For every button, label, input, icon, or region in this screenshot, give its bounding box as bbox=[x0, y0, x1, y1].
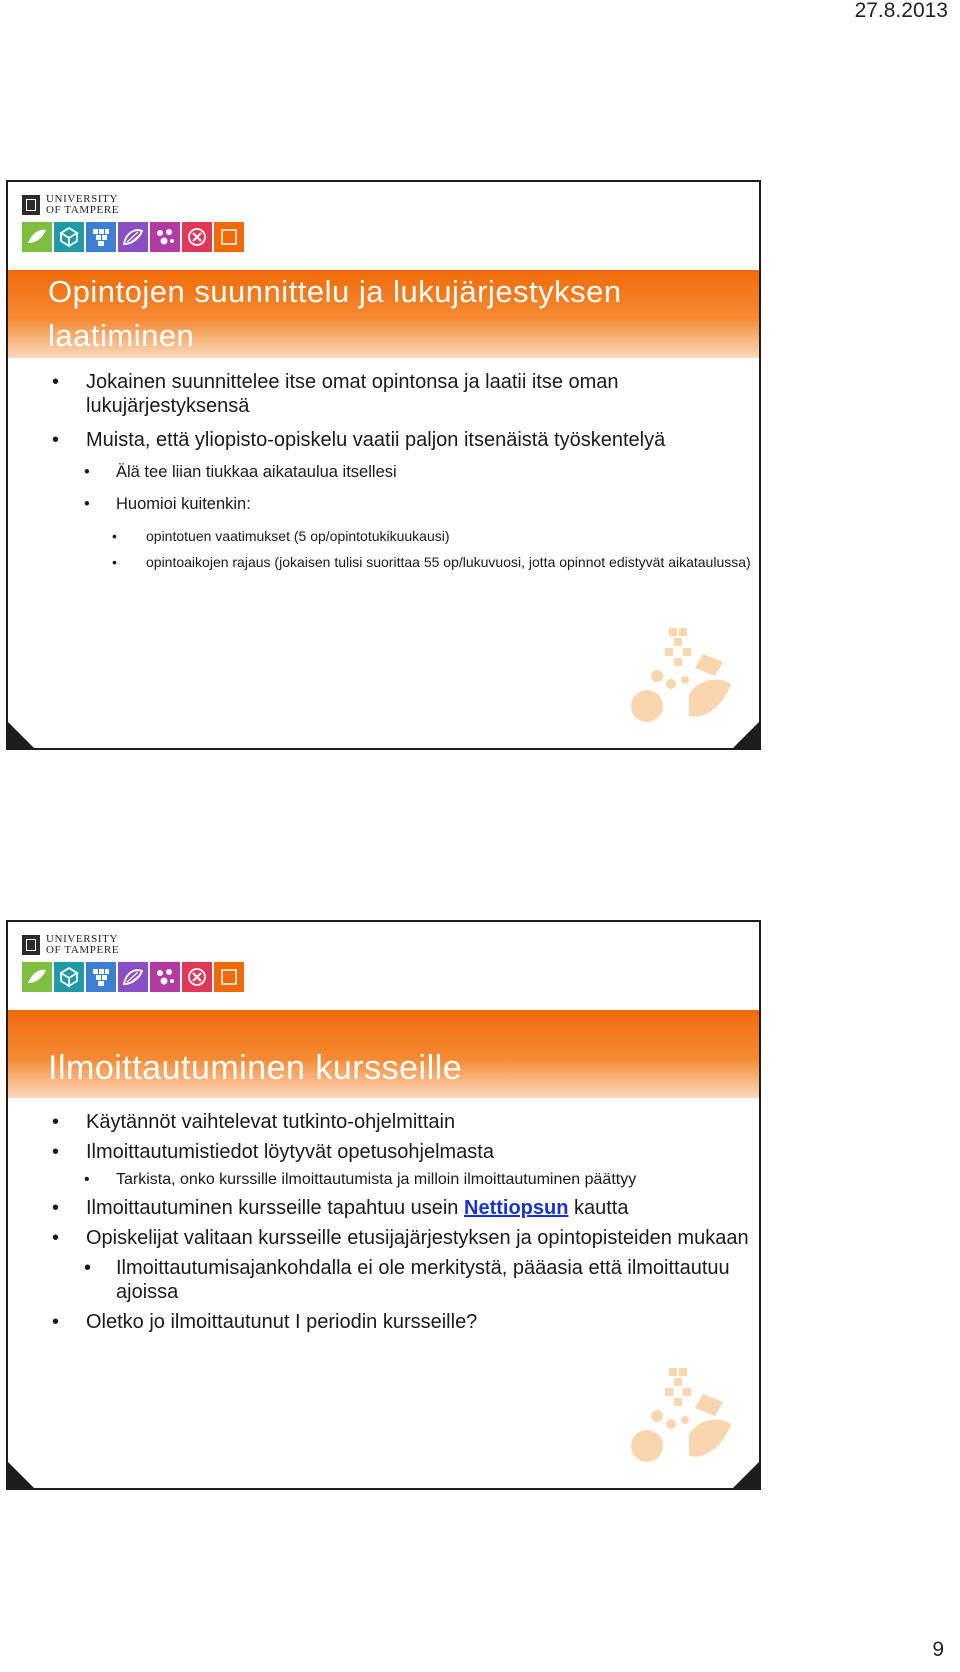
corner-decoration bbox=[8, 1462, 34, 1488]
nettiopsu-link[interactable]: Nettiopsun bbox=[464, 1197, 569, 1219]
slide-2 bbox=[6, 920, 761, 1490]
title-band bbox=[8, 270, 759, 358]
university-logo bbox=[22, 194, 119, 216]
cubes-icon bbox=[54, 222, 84, 252]
shell-icon bbox=[118, 222, 148, 252]
bullet-item: • Ilmoittautuminen kursseille tapahtuu usein Nettiopsun kautta bbox=[8, 1196, 759, 1220]
sub-sub-bullet-item: • opintotuen vaatimukset (5 op/opintotukikuukausi) bbox=[8, 526, 759, 546]
slide-content bbox=[8, 370, 759, 578]
sub-sub-bullet-item: • opintoaikojen rajaus (jokaisen tulisi suorittaa 55 op/lukuvuosi, jotta opinnot edistyvät aikataulussa) bbox=[8, 552, 759, 572]
sub-bullet-item: • Ilmoittautumisajankohdalla ei ole merkitystä, pääasia että ilmoittautuu ajoissa bbox=[8, 1256, 759, 1304]
slide-title: Ilmoittautuminen kursseille bbox=[48, 1049, 463, 1087]
grid-icon bbox=[86, 962, 116, 992]
university-name-line2: OF TAMPERE bbox=[46, 204, 120, 216]
bullet-item: • Ilmoittautumistiedot löytyvät opetusohjelmasta bbox=[8, 1140, 759, 1164]
cubes-icon bbox=[54, 962, 84, 992]
university-logo bbox=[22, 934, 119, 956]
formula-icon bbox=[182, 962, 212, 992]
orange-tile-icon bbox=[214, 962, 244, 992]
bullet-item: • Jokainen suunnittelee itse omat opintonsa ja laatii itse oman lukujärjestyksensä bbox=[8, 370, 759, 418]
faculty-watermark-icon bbox=[619, 624, 739, 734]
bullet-item: • Oletko jo ilmoittautunut I periodin kursseille? bbox=[8, 1310, 759, 1334]
university-name-line2: OF TAMPERE bbox=[46, 944, 120, 956]
faculty-icon-strip bbox=[22, 962, 244, 992]
university-name-line1: UNIVERSITY bbox=[46, 933, 118, 945]
leaf-icon bbox=[22, 962, 52, 992]
faculty-icon-strip bbox=[22, 222, 244, 252]
formula-icon bbox=[182, 222, 212, 252]
molecule-icon bbox=[150, 962, 180, 992]
crest-icon bbox=[22, 935, 40, 955]
orange-tile-icon bbox=[214, 222, 244, 252]
grid-icon bbox=[86, 222, 116, 252]
sub-bullet-item: • Tarkista, onko kurssille ilmoittautumista ja milloin ilmoittautuminen päättyy bbox=[8, 1170, 759, 1190]
bullet-list bbox=[8, 370, 759, 572]
slide-1 bbox=[6, 180, 761, 750]
slide-title: Opintojen suunnittelu ja lukujärjestyksen laatiminen bbox=[48, 274, 622, 353]
bullet-item: • Opiskelijat valitaan kursseille etusijajärjestyksen ja opintopisteiden mukaan bbox=[8, 1226, 759, 1250]
bullet-item: • Käytännöt vaihtelevat tutkinto-ohjelmittain bbox=[8, 1110, 759, 1134]
leaf-icon bbox=[22, 222, 52, 252]
sub-bullet-item: • Älä tee liian tiukkaa aikataulua itsellesi bbox=[8, 462, 759, 483]
page-number: 9 bbox=[932, 1638, 944, 1661]
sub-bullet-item: • Huomioi kuitenkin: bbox=[8, 494, 759, 515]
faculty-watermark-icon bbox=[619, 1364, 739, 1474]
molecule-icon bbox=[150, 222, 180, 252]
corner-decoration bbox=[733, 1462, 759, 1488]
corner-decoration bbox=[733, 722, 759, 748]
bullet-item: • Muista, että yliopisto-opiskelu vaatii paljon itsenäistä työskentelyä bbox=[8, 428, 759, 452]
crest-icon bbox=[22, 195, 40, 215]
shell-icon bbox=[118, 962, 148, 992]
corner-decoration bbox=[8, 722, 34, 748]
slide-content bbox=[8, 1110, 759, 1340]
page-date: 27.8.2013 bbox=[854, 0, 948, 22]
university-name-line1: UNIVERSITY bbox=[46, 193, 118, 205]
title-band bbox=[8, 1010, 759, 1098]
bullet-list bbox=[8, 1110, 759, 1334]
